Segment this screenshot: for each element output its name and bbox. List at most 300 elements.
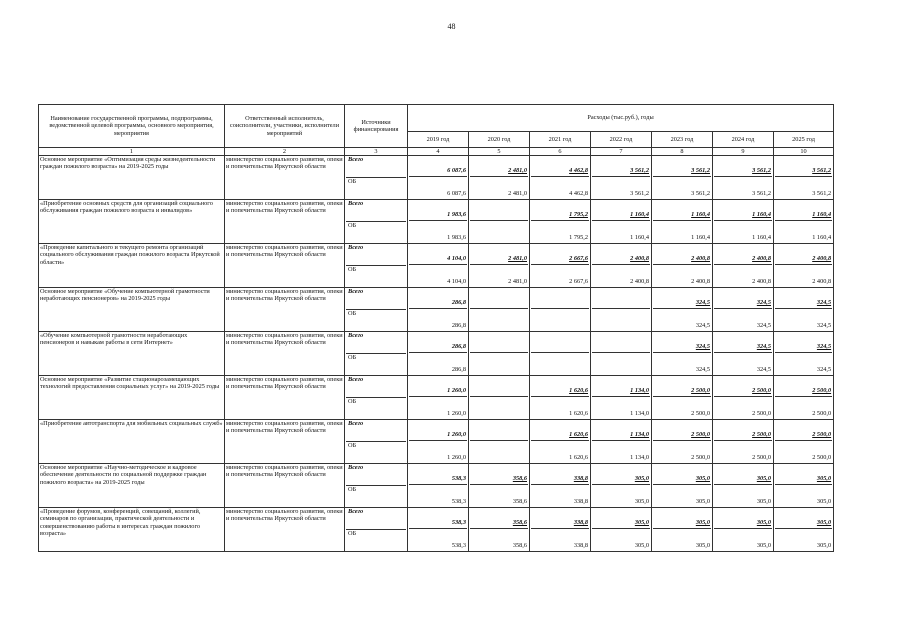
expense-ob: [470, 177, 528, 198]
expense-cell: [774, 244, 834, 288]
expense-cell: [591, 244, 652, 288]
expense-total: [592, 464, 650, 485]
expense-ob: [409, 309, 467, 330]
expense-ob: [470, 265, 528, 286]
header-year: 2019 год: [408, 131, 469, 147]
source-total-label: Всего: [346, 200, 406, 222]
expense-ob-value: 1 160,4: [630, 233, 649, 241]
expense-total-value: 2 500,0: [691, 430, 710, 438]
expense-cell: [469, 508, 530, 552]
expense-ob: [470, 485, 528, 506]
expense-ob: [714, 529, 772, 550]
header-sources: Источники финансирования: [345, 105, 408, 148]
expense-total: [592, 244, 650, 265]
expense-cell: [591, 200, 652, 244]
column-number: 3: [345, 148, 408, 156]
expense-cell: [652, 332, 713, 376]
expense-total-value: 324,5: [695, 342, 710, 350]
expense-ob-value: 4 462,8: [569, 189, 588, 197]
expense-ob: [775, 265, 832, 286]
expense-cell: [713, 156, 774, 200]
expense-ob-value: 2 481,0: [508, 189, 527, 197]
responsible-executor: министерство социального развития, опеки и попечительства Иркутской области: [225, 156, 345, 200]
table-row: [39, 200, 834, 244]
expense-total-value: 338,8: [573, 518, 588, 526]
expense-cell: [713, 332, 774, 376]
expense-total: [531, 288, 589, 309]
column-number: 6: [530, 148, 591, 156]
expense-ob-value: 305,0: [634, 541, 649, 549]
expense-total: [653, 244, 711, 265]
source-ob-label: ОБ: [348, 266, 357, 273]
expense-cell: [591, 376, 652, 420]
expense-ob-value: 4 104,0: [447, 277, 466, 285]
expense-total-value: 2 500,0: [752, 386, 771, 394]
expense-cell: [652, 200, 713, 244]
expense-total: [409, 200, 467, 221]
expense-ob-value: 538,3: [451, 497, 466, 505]
expense-cell: [530, 464, 591, 508]
source-ob-label: ОБ: [348, 310, 357, 317]
expense-total-value: 1 160,4: [812, 210, 832, 218]
responsible-executor: министерство социального развития, опеки и попечительства Иркутской области: [225, 464, 345, 508]
expense-ob: [409, 353, 467, 374]
expense-ob: [714, 397, 772, 418]
expense-total-value: 1 620,6: [569, 430, 588, 438]
expense-ob-value: 338,8: [573, 497, 588, 505]
expense-ob-value: 2 500,0: [812, 409, 832, 417]
expense-ob-value: 1 260,0: [447, 453, 466, 461]
page-number: 48: [447, 22, 456, 31]
expense-cell: [652, 376, 713, 420]
expense-total: [714, 420, 772, 441]
source-total-label: Всего: [346, 332, 406, 354]
expense-total-value: 2 667,6: [569, 254, 588, 262]
column-number: 9: [713, 148, 774, 156]
source-ob-label: ОБ: [348, 530, 357, 537]
responsible-executor: министерство социального развития, опеки и попечительства Иркутской области: [225, 508, 345, 552]
expense-cell: [591, 420, 652, 464]
expense-ob: [470, 353, 528, 374]
expense-ob-value: 6 087,6: [447, 189, 466, 197]
expense-ob: [775, 177, 832, 198]
source-total-label: Всего: [346, 244, 406, 266]
expense-total-value: 305,0: [816, 474, 832, 482]
expense-ob-value: 2 500,0: [812, 453, 832, 461]
column-number: 8: [652, 148, 713, 156]
expense-total: [775, 508, 832, 529]
expense-total-value: 305,0: [695, 474, 710, 482]
expense-ob-value: 1 795,2: [569, 233, 588, 241]
expense-total-value: 3 561,2: [812, 166, 832, 174]
expense-total: [409, 288, 467, 309]
header-expenses: Расходы (тыс.руб.), годы: [408, 105, 834, 132]
expense-ob-value: 305,0: [695, 497, 710, 505]
expense-total-value: 2 400,8: [691, 254, 710, 262]
expense-ob-value: 2 400,8: [752, 277, 771, 285]
expense-total: [470, 156, 528, 177]
expense-ob-value: 2 500,0: [752, 453, 771, 461]
expense-total-value: 1 160,4: [630, 210, 649, 218]
expense-cell: [652, 420, 713, 464]
expense-total-value: 1 134,0: [630, 386, 649, 394]
expense-ob: [775, 441, 832, 462]
column-number: 7: [591, 148, 652, 156]
expense-total: [470, 200, 528, 221]
expense-ob: [470, 441, 528, 462]
responsible-executor: министерство социального развития, опеки и попечительства Иркутской области: [225, 244, 345, 288]
expense-cell: [530, 156, 591, 200]
expense-cell: [408, 200, 469, 244]
expense-ob: [653, 485, 711, 506]
expense-total-value: 305,0: [695, 518, 710, 526]
expense-ob: [775, 529, 832, 550]
program-name: Основное мероприятие «Обучение компьютерной грамотности неработающих пенсионеров» на 2019-2025 годы: [39, 288, 225, 332]
expense-total-value: 538,3: [451, 518, 466, 526]
table-row: [39, 508, 834, 552]
expense-total: [409, 464, 467, 485]
expense-cell: [408, 244, 469, 288]
funding-sources: [345, 420, 408, 464]
expense-total: [470, 376, 528, 397]
expense-ob: [409, 397, 467, 418]
funding-sources: [345, 332, 408, 376]
expense-total: [409, 244, 467, 265]
expense-ob: [653, 441, 711, 462]
expense-total: [775, 464, 832, 485]
expense-total: [653, 200, 711, 221]
source-total-label: Всего: [346, 420, 406, 442]
column-number: 4: [408, 148, 469, 156]
header-year: 2023 год: [652, 131, 713, 147]
expense-ob: [714, 485, 772, 506]
expense-ob-value: 1 260,0: [447, 409, 466, 417]
responsible-executor: министерство социального развития, опеки и попечительства Иркутской области: [225, 420, 345, 464]
expense-ob-value: 1 983,6: [447, 233, 466, 241]
expense-ob: [775, 397, 832, 418]
expense-total-value: 1 260,0: [447, 430, 466, 438]
expense-total: [775, 156, 832, 177]
source-ob-label: ОБ: [348, 442, 357, 449]
expense-cell: [469, 244, 530, 288]
funding-sources: [345, 464, 408, 508]
expense-total-value: 324,5: [816, 298, 832, 306]
funding-sources: [345, 156, 408, 200]
expense-cell: [713, 420, 774, 464]
expense-cell: [591, 288, 652, 332]
expense-cell: [774, 508, 834, 552]
expense-ob: [470, 309, 528, 330]
column-number: 10: [774, 148, 834, 156]
source-total-label: Всего: [346, 376, 406, 398]
source-ob-label: ОБ: [348, 222, 357, 229]
expense-ob-value: 324,5: [756, 321, 771, 329]
expense-total: [653, 464, 711, 485]
expense-cell: [530, 332, 591, 376]
expense-cell: [652, 244, 713, 288]
expense-cell: [469, 332, 530, 376]
expense-total: [714, 332, 772, 353]
expense-ob-value: 358,6: [512, 541, 527, 549]
expense-ob: [714, 265, 772, 286]
expense-total: [714, 244, 772, 265]
expense-cell: [530, 200, 591, 244]
funding-sources: [345, 508, 408, 552]
expense-total-value: 6 087,6: [447, 166, 466, 174]
expense-total-value: 2 400,8: [752, 254, 771, 262]
expense-total: [714, 508, 772, 529]
expense-total-value: 1 260,0: [447, 386, 466, 394]
budget-table: [38, 104, 834, 552]
expense-total-value: 538,3: [451, 474, 466, 482]
source-ob-label: ОБ: [348, 398, 357, 405]
expense-ob-value: 305,0: [816, 541, 832, 549]
responsible-executor: министерство социального развития, опеки и попечительства Иркутской области: [225, 376, 345, 420]
expense-total-value: 338,8: [573, 474, 588, 482]
header-year: 2022 год: [591, 131, 652, 147]
expense-cell: [713, 376, 774, 420]
expense-total-value: 2 400,8: [812, 254, 832, 262]
expense-ob-value: 324,5: [695, 365, 710, 373]
expense-total-value: 1 620,6: [569, 386, 588, 394]
expense-total-value: 305,0: [634, 474, 649, 482]
expense-total-value: 2 500,0: [691, 386, 710, 394]
expense-cell: [713, 244, 774, 288]
program-name: «Приобретение автотранспорта для мобильных социальных служб»: [39, 420, 225, 464]
source-total-label: Всего: [346, 464, 406, 486]
expense-ob-value: 3 561,2: [812, 189, 832, 197]
expense-ob: [531, 529, 589, 550]
expense-ob: [592, 441, 650, 462]
source-total-label: Всего: [346, 288, 406, 310]
expense-ob-value: 1 160,4: [752, 233, 771, 241]
expense-total: [531, 508, 589, 529]
expense-cell: [713, 464, 774, 508]
expense-cell: [530, 508, 591, 552]
expense-total: [531, 200, 589, 221]
program-name: «Обучение компьютерной грамотности неработающих пенсионеров и навыкам работы в сети Интернет»: [39, 332, 225, 376]
expense-ob: [531, 265, 589, 286]
funding-sources: [345, 200, 408, 244]
expense-total-value: 1 795,2: [569, 210, 588, 218]
expense-cell: [530, 288, 591, 332]
expense-total-value: 305,0: [816, 518, 832, 526]
expense-total: [592, 376, 650, 397]
expense-ob: [409, 177, 467, 198]
expense-total-value: 2 500,0: [752, 430, 771, 438]
expense-ob-value: 2 400,8: [691, 277, 710, 285]
program-name: «Приобретение основных средств для организаций социального обслуживания граждан пожилого возраста и инвалидов»: [39, 200, 225, 244]
expense-ob-value: 538,3: [451, 541, 466, 549]
expense-ob-value: 305,0: [695, 541, 710, 549]
expense-ob-value: 2 481,0: [508, 277, 527, 285]
expense-ob-value: 286,8: [451, 321, 466, 329]
source-ob-label: ОБ: [348, 178, 357, 185]
expense-ob-value: 1 134,0: [630, 409, 649, 417]
expense-total: [409, 508, 467, 529]
expense-ob: [592, 485, 650, 506]
expense-total-value: 305,0: [756, 474, 771, 482]
expense-ob: [531, 309, 589, 330]
expense-cell: [469, 156, 530, 200]
expense-ob-value: 305,0: [756, 497, 771, 505]
table-row: [39, 288, 834, 332]
expense-total-value: 3 561,2: [691, 166, 710, 174]
column-number: 5: [469, 148, 530, 156]
expense-ob: [653, 529, 711, 550]
expense-cell: [408, 464, 469, 508]
program-name: Основное мероприятие «Научно-методическое и кадровое обеспечение деятельности по социальной поддержке граждан пожилого возраста» на 2019-2025 годы: [39, 464, 225, 508]
expense-ob: [714, 309, 772, 330]
expense-ob-value: 2 400,8: [630, 277, 649, 285]
expense-total: [653, 332, 711, 353]
expense-total: [775, 420, 832, 441]
expense-total: [775, 332, 832, 353]
expense-cell: [469, 376, 530, 420]
expense-total: [714, 288, 772, 309]
expense-total: [653, 156, 711, 177]
expense-total: [775, 288, 832, 309]
source-ob-label: ОБ: [348, 354, 357, 361]
expense-ob: [409, 265, 467, 286]
column-number: 1: [39, 148, 225, 156]
expense-ob: [592, 265, 650, 286]
expense-total: [592, 332, 650, 353]
expense-ob: [653, 397, 711, 418]
expense-total: [470, 288, 528, 309]
expense-cell: [713, 200, 774, 244]
expense-total: [714, 464, 772, 485]
responsible-executor: министерство социального развития, опеки и попечительства Иркутской области: [225, 332, 345, 376]
header-year: 2020 год: [469, 131, 530, 147]
expense-total: [714, 156, 772, 177]
expense-total: [775, 244, 832, 265]
expense-ob-value: 1 620,6: [569, 453, 588, 461]
expense-ob-value: 3 561,2: [691, 189, 710, 197]
expense-cell: [408, 288, 469, 332]
expense-total-value: 286,8: [451, 342, 466, 350]
expense-ob: [592, 177, 650, 198]
expense-total-value: 324,5: [756, 298, 771, 306]
expense-cell: [774, 200, 834, 244]
expense-total-value: 2 500,0: [812, 386, 832, 394]
expense-total-value: 1 134,0: [630, 430, 649, 438]
expense-total: [592, 200, 650, 221]
expense-ob-value: 324,5: [816, 365, 832, 373]
expense-ob: [409, 485, 467, 506]
expense-ob-value: 324,5: [816, 321, 832, 329]
expense-ob-value: 324,5: [756, 365, 771, 373]
expense-total: [470, 244, 528, 265]
expense-ob: [775, 309, 832, 330]
expense-total: [531, 464, 589, 485]
expense-ob: [653, 177, 711, 198]
expense-ob: [592, 221, 650, 242]
expense-total-value: 1 160,4: [752, 210, 771, 218]
program-name: «Проведение форумов, конференций, совещаний, коллегий, семинаров по организации, практической деятельности и совершенствованию работы в интересах граждан пожилого возраста»: [39, 508, 225, 552]
table-row: [39, 332, 834, 376]
header-year: 2025 год: [774, 131, 834, 147]
expense-ob: [592, 353, 650, 374]
expense-total-value: 1 160,4: [691, 210, 710, 218]
expense-total: [409, 332, 467, 353]
expense-cell: [774, 332, 834, 376]
expense-total: [592, 420, 650, 441]
expense-ob-value: 1 134,0: [630, 453, 649, 461]
expense-ob: [409, 441, 467, 462]
expense-total: [592, 156, 650, 177]
program-name: Основное мероприятие «Оптимизация среды жизнедеятельности граждан пожилого возраста» на 2019-2025 годы: [39, 156, 225, 200]
header-year: 2021 год: [530, 131, 591, 147]
expense-ob: [470, 529, 528, 550]
expense-total-value: 324,5: [695, 298, 710, 306]
table-row: [39, 376, 834, 420]
expense-total: [531, 332, 589, 353]
expense-cell: [652, 156, 713, 200]
expense-ob-value: 2 400,8: [812, 277, 832, 285]
column-number: 2: [225, 148, 345, 156]
expense-total-value: 358,6: [512, 518, 527, 526]
expense-cell: [713, 508, 774, 552]
expense-ob-value: 305,0: [816, 497, 832, 505]
expense-total: [470, 332, 528, 353]
expense-ob: [409, 221, 467, 242]
expense-ob: [531, 221, 589, 242]
expense-ob: [653, 265, 711, 286]
expense-ob-value: 2 500,0: [752, 409, 771, 417]
expense-cell: [652, 464, 713, 508]
expense-cell: [774, 376, 834, 420]
expense-cell: [774, 288, 834, 332]
expense-cell: [530, 244, 591, 288]
expense-ob-value: 338,8: [573, 541, 588, 549]
expense-cell: [469, 420, 530, 464]
expense-total-value: 3 561,2: [630, 166, 649, 174]
expense-total: [714, 376, 772, 397]
expense-ob-value: 3 561,2: [630, 189, 649, 197]
expense-total-value: 2 500,0: [812, 430, 832, 438]
expense-total-value: 3 561,2: [752, 166, 771, 174]
expense-total: [531, 420, 589, 441]
expense-cell: [774, 464, 834, 508]
expense-ob: [775, 485, 832, 506]
expense-ob-value: 1 160,4: [812, 233, 832, 241]
expense-ob: [714, 177, 772, 198]
expense-ob: [470, 397, 528, 418]
program-name: Основное мероприятие «Развитие стационарозамещающих технологий предоставления социальных услуг» на 2019-2025 годы: [39, 376, 225, 420]
expense-cell: [408, 508, 469, 552]
expense-ob-value: 2 667,6: [569, 277, 588, 285]
expense-ob-value: 324,5: [695, 321, 710, 329]
expense-total: [653, 376, 711, 397]
expense-ob-value: 286,8: [451, 365, 466, 373]
expense-total-value: 324,5: [816, 342, 832, 350]
expense-ob: [775, 353, 832, 374]
expense-ob: [653, 353, 711, 374]
source-total-label: Всего: [346, 508, 406, 530]
expense-total-value: 324,5: [756, 342, 771, 350]
expense-total-value: 305,0: [634, 518, 649, 526]
expense-total-value: 358,6: [512, 474, 527, 482]
expense-total: [470, 464, 528, 485]
header-name: Наименование государственной программы, подпрограммы, ведомственной целевой программы, основного мероприятия, мероприятия: [39, 105, 225, 148]
expense-total: [775, 376, 832, 397]
expense-ob: [775, 221, 832, 242]
expense-ob: [592, 397, 650, 418]
expense-total: [531, 156, 589, 177]
program-name: «Проведение капитального и текущего ремонта организаций социального обслуживания граждан пожилого возраста Иркутской области»: [39, 244, 225, 288]
table-row: [39, 420, 834, 464]
